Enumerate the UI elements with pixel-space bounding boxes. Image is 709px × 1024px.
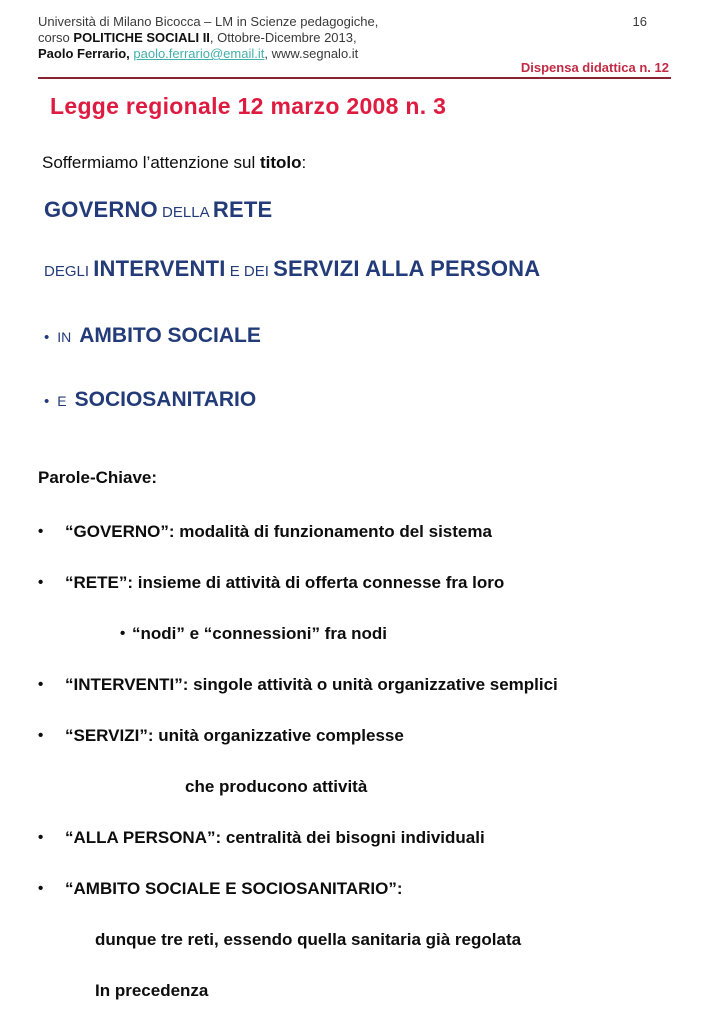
bullet-icon: • <box>44 393 50 410</box>
bullet-icon: • <box>38 676 44 693</box>
keyword-text: “nodi” e “connessioni” fra nodi <box>132 624 388 643</box>
university-text: Università di Milano Bicocca – LM in Scienze pedagogiche, <box>38 14 379 29</box>
keyword-text: “ALLA PERSONA”: centralità dei bisogni individuali <box>65 828 485 847</box>
keyword-continuation-ambito-1 <box>38 930 681 950</box>
keyword-continuation-servizi <box>38 777 681 797</box>
keyword-item-interventi <box>38 675 681 695</box>
bullet-icon: • <box>38 727 44 744</box>
keyword-item-rete <box>38 573 681 593</box>
course-line: corso POLITICHE SOCIALI II, Ottobre-Dicembre 2013, <box>38 30 357 45</box>
header-divider <box>38 77 671 79</box>
bullet-icon: • <box>120 625 126 642</box>
keywords-heading: Parole-Chiave: <box>38 468 158 487</box>
keyword-text: “GOVERNO”: modalità di funzionamento del sistema <box>65 522 492 541</box>
law-title-line-1: GOVERNO DELLA RETE <box>44 197 273 222</box>
website-text: , www.segnalo.it <box>264 46 359 61</box>
keyword-text: dunque tre reti, essendo quella sanitaria già regolata <box>95 930 522 949</box>
keyword-item-servizi <box>38 726 681 746</box>
keyword-text: “RETE”: insieme di attività di offerta connesse fra loro <box>65 573 505 592</box>
keyword-text: “SERVIZI”: unità organizzative complesse <box>65 726 404 745</box>
bullet-icon: • <box>38 880 44 897</box>
page-number: 16 <box>632 14 647 29</box>
keyword-item-ambito <box>38 879 681 899</box>
keyword-text: “INTERVENTI”: singole attività o unità organizzative semplici <box>65 675 558 694</box>
university-line <box>38 14 378 30</box>
course-name: POLITICHE SOCIALI II <box>73 30 210 45</box>
keyword-text: In precedenza <box>95 981 209 1000</box>
law-title-bullet-2: • E SOCIOSANITARIO <box>44 388 257 411</box>
keyword-text: che producono attività <box>185 777 368 796</box>
author-line <box>38 46 378 62</box>
bullet-icon: • <box>44 329 50 346</box>
bullet-icon: • <box>38 829 44 846</box>
intro-sentence: Soffermiamo l’attenzione sul titolo: <box>42 153 307 172</box>
keyword-item-governo <box>38 522 681 542</box>
keyword-item-alla-persona <box>38 828 681 848</box>
page-title: Legge regionale 12 marzo 2008 n. 3 <box>50 93 447 119</box>
keyword-continuation-ambito-2 <box>38 981 681 1001</box>
author-name: Paolo Ferrario, <box>38 46 130 61</box>
law-title-line-2: DEGLI INTERVENTI E DEI SERVIZI ALLA PERSONA <box>44 256 541 281</box>
course-info <box>38 14 378 62</box>
keyword-subitem-nodi <box>38 624 681 644</box>
email-link[interactable]: paolo.ferrario@email.it <box>133 46 265 61</box>
page-header <box>38 14 681 62</box>
bullet-icon: • <box>38 523 44 540</box>
dispensa-label: Dispensa didattica n. 12 <box>520 60 669 75</box>
bullet-icon: • <box>38 574 44 591</box>
keyword-text: “AMBITO SOCIALE E SOCIOSANITARIO”: <box>65 879 403 898</box>
law-title-bullet-1: • IN AMBITO SOCIALE <box>44 324 261 347</box>
